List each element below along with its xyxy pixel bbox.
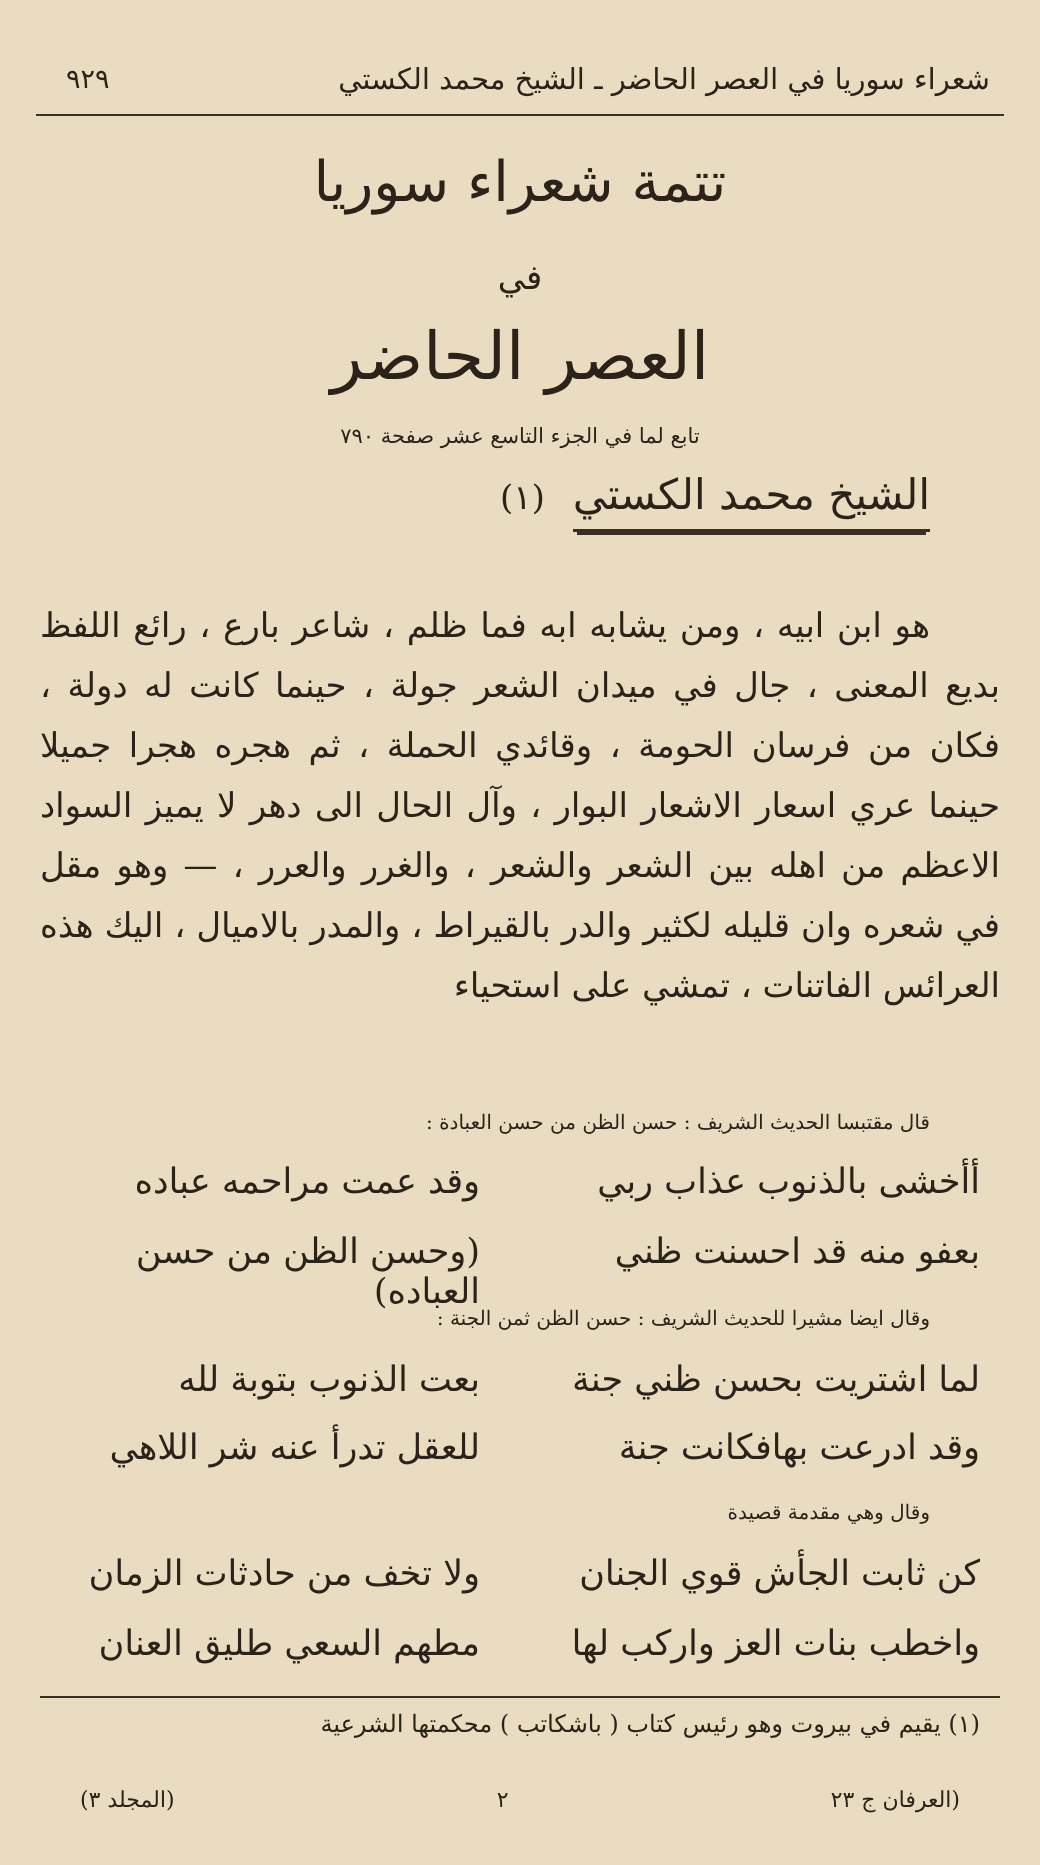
page-footer (80, 1788, 960, 1813)
verse-line (50, 1624, 980, 1676)
verse-line (50, 1232, 980, 1312)
verse-second-hemistich: مطهم السعي طليق العنان (98, 1624, 480, 1664)
poet-name: الشيخ محمد الكستي (573, 470, 930, 532)
footnote: (١) يقيم في بيروت وهو رئيس كتاب ( باشكاتب ) محكمتها الشرعية (320, 1710, 980, 1738)
article-subtitle: العصر الحاضر (330, 318, 710, 395)
article-title-connector: في (497, 258, 543, 298)
verse-first-hemistich: كن ثابت الجأش قوي الجنان (579, 1554, 980, 1594)
verse-second-hemistich: للعقل تدرأ عنه شر اللاهي (109, 1428, 480, 1468)
biography-text (40, 596, 1000, 1016)
verse-line (50, 1554, 980, 1606)
verse-first-hemistich: واخطب بنات العز واركب لها (571, 1624, 980, 1664)
running-title: شعراء سوريا في العصر الحاضر ـ الشيخ محمد الكستي (338, 62, 990, 96)
verse-first-hemistich: بعفو منه قد احسنت ظني (614, 1232, 980, 1272)
poem-intro: قال مقتبسا الحديث الشريف : حسن الظن من حسن العبادة : (425, 1110, 930, 1134)
volume-number: (المجلد ٣) (80, 1788, 175, 1813)
poet-heading (500, 470, 930, 532)
biography-paragraph: هو ابن ابيه ، ومن يشابه ابه فما ظلم ، شاعر بارع ، رائع اللفظ بديع المعنى ، جال في ميدان الشعر جولة ، حينما كانت له دولة ، فكان من فرسان الحومة ، وقائدي الحملة ، ثم هجره هجرا جميلا حينما عري اسعار الاشعار البوار ، وآل الحال الى دهر لا يميز السواد الاعظم من اهله بين الشعر والشعر ، والغرر والعرر ، — وهو مقل في شعره وان قليله لكثير والدر بالقيراط ، والمدر بالاميال ، اليك هذه العرائس الفاتنات ، تمشي على استحياء (40, 606, 1000, 1006)
verse-line (50, 1428, 980, 1480)
verse-first-hemistich: وقد ادرعت بهافكانت جنة (618, 1428, 980, 1468)
footnote-divider (40, 1696, 1000, 1698)
verse-second-hemistich: بعت الذنوب بتوبة لله (178, 1360, 480, 1400)
poem-intro: وقال وهي مقدمة قصيدة (727, 1500, 930, 1524)
sheet-number: ٢ (496, 1788, 509, 1813)
verse-first-hemistich: أأخشى بالذنوب عذاب ربي (597, 1162, 980, 1202)
article-title: تتمة شعراء سوريا (313, 150, 727, 215)
poem-intro: وقال ايضا مشيرا للحديث الشريف : حسن الظن ثمن الجنة : (436, 1306, 930, 1330)
verse-line (50, 1360, 980, 1412)
page-header (36, 44, 1004, 116)
continued-note: تابع لما في الجزء التاسع عشر صفحة ٧٩٠ (340, 424, 700, 448)
verse-line (50, 1162, 980, 1214)
verse-second-hemistich: (وحسن الظن من حسن العباده) (135, 1232, 480, 1312)
verse-second-hemistich: وقد عمت مراحمه عباده (134, 1162, 480, 1202)
journal-issue: (العرفان ج ٢٣ (830, 1788, 960, 1813)
page-number: ٩٢٩ (66, 63, 110, 95)
verse-first-hemistich: لما اشتريت بحسن ظني جنة (572, 1360, 980, 1400)
footnote-marker: (١) (500, 478, 545, 518)
verse-second-hemistich: ولا تخف من حادثات الزمان (88, 1554, 480, 1594)
